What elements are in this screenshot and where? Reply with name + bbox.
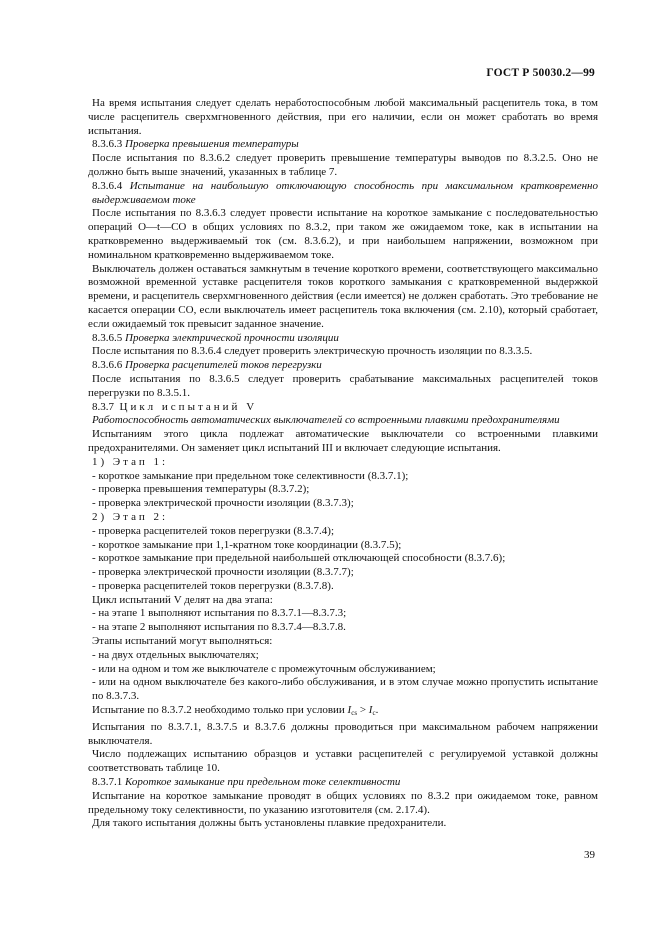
- period: .: [375, 704, 379, 717]
- list-item: - проверка превышения температуры (8.3.7.2);: [92, 483, 310, 496]
- section-heading-8-3-7: [88, 401, 598, 415]
- list-item: - или на одном и том же выключателе с промежуточным обслуживанием;: [92, 662, 436, 675]
- paragraph: После испытания по 8.3.6.2 следует проверить превышение температуры выводов по 8.3.2.5. Оно не должно быть выше значений, указанных в таблице 7.: [88, 152, 598, 178]
- current-symbol: I: [347, 704, 352, 717]
- paragraph: Для такого испытания должны быть установлены плавкие предохранители.: [92, 817, 447, 830]
- paragraph: После испытания по 8.3.6.3 следует провести испытание на короткое замыкание с последовательностью операций О—t—СО в общих условиях по 8.3.2, при таком же ожидаемом токе, как в испытании на кратковременно выдерживаемый ток (см. 8.3.6.2), и при наибольшем напряжении, возможном при номинальном кратковременно выдерживаемом токе.: [88, 207, 598, 261]
- list-item: - или на одном выключателе без какого-либо обслуживания, и в этом случае можно пропустить испытание по 8.3.7.3.: [92, 676, 598, 703]
- current-subscript: cs: [351, 709, 358, 718]
- section-title: Проверка расцепителей токов перегрузки: [125, 359, 322, 372]
- document-body: [88, 97, 598, 831]
- list-item: - на этапе 2 выполняют испытания по 8.3.7.4—8.3.7.8.: [92, 621, 346, 634]
- section-heading-8-3-6-6: [88, 359, 598, 373]
- list-item: - проверка электрической прочности изоляции (8.3.7.3);: [92, 497, 354, 510]
- paragraph: После испытания по 8.3.6.5 следует проверить срабатывание максимальных расцепителей токов перегрузки по 8.3.5.1.: [88, 372, 598, 399]
- paragraph: На время испытания следует сделать неработоспособным любой максимальный расцепитель тока, в том числе расцепитель сверхмгновенного действия, при его наличии, если он может сработать во время испытания.: [88, 97, 598, 137]
- list-item: - короткое замыкание при 1,1-кратном токе координации (8.3.7.5);: [92, 538, 402, 551]
- section-number: 8.3.7: [92, 400, 114, 413]
- section-title: Испытание на наибольшую отключающую способность при максимальном кратковременно выдерживаемом токе: [92, 179, 598, 206]
- condition-text: Испытание по 8.3.7.2 необходимо только при условии: [92, 704, 345, 717]
- section-heading-8-3-6-5: [88, 332, 598, 346]
- section-title: Проверка превышения температуры: [125, 138, 299, 151]
- section-heading-8-3-6-3: [88, 138, 598, 152]
- paragraph: Испытания по 8.3.7.1, 8.3.7.5 и 8.3.7.6 должны проводиться при максимальном рабочем напряжении выключателя.: [88, 720, 598, 747]
- section-number: 8.3.6.5: [92, 331, 123, 344]
- paragraph: Цикл испытаний V делят на два этапа:: [92, 593, 273, 606]
- document-code: ГОСТ Р 50030.2—99: [486, 67, 595, 79]
- paragraph: Этапы испытаний могут выполняться:: [92, 635, 273, 648]
- list-item: - на этапе 1 выполняют испытания по 8.3.7.1—8.3.7.3;: [92, 607, 347, 620]
- paragraph: После испытания по 8.3.6.4 следует проверить электрическую прочность изоляции по 8.3.3.5.: [92, 345, 533, 358]
- section-heading-8-3-6-4: [88, 180, 598, 208]
- comparison-sign: >: [359, 704, 367, 717]
- section-number: 8.3.7.1: [92, 776, 123, 789]
- list-item: - проверка расцепителей токов перегрузки (8.3.7.4);: [92, 524, 334, 537]
- current-subscript: c: [372, 709, 376, 718]
- list-item: - проверка расцепителей токов перегрузки (8.3.7.8).: [92, 579, 334, 592]
- paragraph: Испытаниям этого цикла подлежат автоматические выключатели со встроенными плавкими предохранителями. Он заменяет цикл испытаний III и включает следующие испытания.: [88, 428, 598, 454]
- stage-heading-2: 2) Этап 2:: [92, 510, 169, 523]
- page-number: 39: [584, 849, 595, 861]
- list-item: - проверка электрической прочности изоляции (8.3.7.7);: [92, 566, 354, 579]
- list-item: - на двух отдельных выключателях;: [92, 648, 259, 661]
- paragraph: Число подлежащих испытанию образцов и уставки расцепителей с регулируемой уставкой должны соответствовать таблице 10.: [88, 748, 598, 775]
- list-item: - короткое замыкание при предельном токе селективности (8.3.7.1);: [92, 469, 409, 482]
- paragraph: Испытание на короткое замыкание проводят в общих условиях по 8.3.2 при ожидаемом токе, равном предельному току селективности, по указанию изготовителя (см. 2.17.4).: [88, 789, 598, 816]
- stage-heading-1: 1) Этап 1:: [92, 455, 169, 468]
- section-number: 8.3.6.3: [92, 138, 123, 151]
- section-title: Проверка электрической прочности изоляции: [125, 331, 339, 344]
- list-item: - короткое замыкание при предельной наибольшей отключающей способности (8.3.7.6);: [92, 552, 506, 565]
- section-number: 8.3.6.4: [92, 179, 123, 192]
- current-symbol: I: [368, 704, 373, 717]
- condition-paragraph: [88, 704, 598, 721]
- section-number: 8.3.6.6: [92, 359, 123, 372]
- section-title: Цикл испытаний V: [119, 400, 258, 413]
- section-title: Короткое замыкание при предельном токе селективности: [125, 776, 401, 789]
- section-subtitle: Работоспособность автоматических выключателей со встроенными плавкими предохранителями: [92, 414, 560, 427]
- section-heading-8-3-7-1: [88, 776, 598, 790]
- paragraph: Выключатель должен оставаться замкнутым в течение короткого времени, соответствующего максимально возможной временной уставке расцепителя токов короткого замыкания с кратковременной выдержкой времени, и расцепитель сверхмгновенного действия (если имеется) не должен сработать. Это требование не касается операции СО, если выключатель имеет расцепитель тока включения (см. 2.10), который сработает, если ожидаемый ток превысит заданное значение.: [88, 262, 598, 330]
